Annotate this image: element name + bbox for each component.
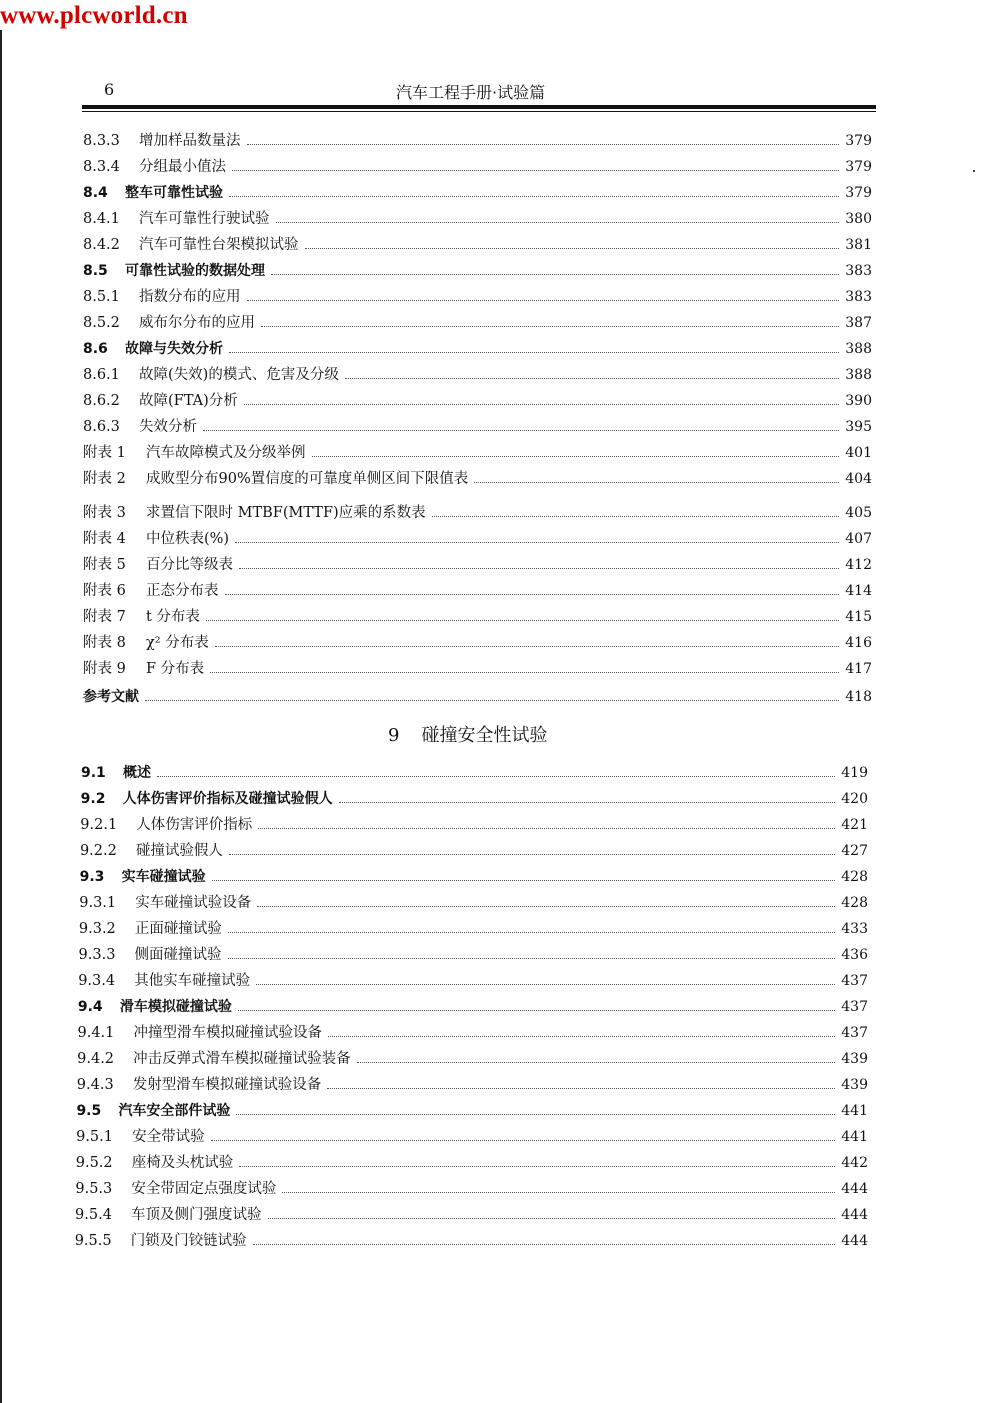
- toc-entry-page: 442: [841, 1155, 868, 1171]
- toc-entry-title: 座椅及头枕试验: [131, 1155, 234, 1171]
- toc-entry-page: 388: [845, 341, 872, 357]
- toc-entry-number: 附表 2: [83, 471, 126, 487]
- toc-entry-number: 8.5.2: [83, 315, 120, 331]
- toc-entry[interactable]: [83, 130, 872, 150]
- toc-entry-number: 附表 5: [83, 557, 126, 573]
- toc-dot-leader: [339, 802, 836, 803]
- toc-entry-title: 失效分析: [139, 419, 197, 435]
- toc-entry-title: 正态分布表: [146, 583, 219, 599]
- toc-dot-leader: [474, 482, 839, 483]
- toc-entry-page: 381: [845, 237, 872, 253]
- toc-dot-leader: [239, 568, 839, 569]
- toc-entry-number: 8.5: [83, 263, 108, 279]
- toc-entry[interactable]: [83, 364, 872, 384]
- toc-entry-number: 8.3.4: [83, 159, 120, 175]
- toc-entry-title: 威布尔分布的应用: [139, 315, 255, 331]
- toc-entry-number: 附表 9: [83, 661, 126, 677]
- toc-entry[interactable]: [79, 918, 868, 938]
- toc-entry-page: 417: [845, 661, 872, 677]
- toc-dot-leader: [328, 1036, 835, 1037]
- toc-entry-page: 405: [845, 505, 872, 521]
- toc-entry-title: 其他实车碰撞试验: [134, 973, 251, 989]
- toc-entry-number: 8.4: [83, 185, 108, 201]
- toc-entry[interactable]: [75, 1230, 868, 1250]
- toc-entry-title: 安全带固定点强度试验: [131, 1181, 277, 1197]
- toc-entry-page: 421: [841, 817, 868, 833]
- toc-entry-page: 379: [845, 133, 872, 149]
- toc-dot-leader: [228, 932, 835, 933]
- toc-entry[interactable]: [81, 788, 868, 808]
- toc-entry[interactable]: [83, 658, 872, 678]
- toc-entry[interactable]: [83, 312, 872, 332]
- toc-dot-leader: [225, 594, 840, 595]
- toc-dot-leader: [211, 1140, 836, 1141]
- toc-entry-number: 8.6.1: [83, 367, 120, 383]
- toc-dot-leader: [236, 1114, 835, 1115]
- toc-entry-number: 9.5.3: [75, 1181, 113, 1197]
- toc-entry-number: 附表 6: [83, 583, 126, 599]
- toc-entry[interactable]: [83, 208, 872, 228]
- toc-dot-leader: [228, 958, 836, 959]
- toc-entry-page: 395: [845, 419, 872, 435]
- toc-entry-number: 8.6.3: [83, 419, 120, 435]
- toc-dot-leader: [238, 1010, 835, 1011]
- toc-entry-title: 中位秩表(%): [146, 531, 230, 547]
- toc-entry-number: 9.2.2: [79, 843, 117, 859]
- toc-entry[interactable]: [83, 234, 872, 254]
- toc-entry-number: 9.2.1: [80, 817, 118, 833]
- toc-entry-title: 汽车安全部件试验: [118, 1103, 231, 1119]
- toc-dot-leader: [312, 456, 840, 457]
- toc-entry-number: 9.5: [76, 1103, 102, 1119]
- toc-entry-page: 427: [841, 843, 868, 859]
- toc-entry-page: 388: [845, 367, 872, 383]
- toc-dot-leader: [256, 984, 835, 985]
- toc-entry[interactable]: [78, 996, 868, 1016]
- toc-entry-page: 428: [841, 869, 868, 885]
- toc-dot-leader: [232, 170, 839, 171]
- toc-entry-number: 9.5.2: [75, 1155, 113, 1171]
- toc-dot-leader: [258, 828, 835, 829]
- toc-entry-title: 冲撞型滑车模拟碰撞试验设备: [133, 1025, 322, 1041]
- toc-entry-page: 414: [845, 583, 872, 599]
- toc-entry-page: 437: [841, 973, 868, 989]
- toc-entry[interactable]: [83, 260, 872, 280]
- toc-entry-title: 汽车可靠性行驶试验: [139, 211, 270, 227]
- toc-entry-number: 8.6: [83, 341, 108, 357]
- toc-entry[interactable]: [79, 944, 868, 964]
- toc-entry[interactable]: [76, 1100, 868, 1120]
- toc-entry[interactable]: [83, 580, 872, 600]
- toc-entry[interactable]: [75, 1178, 868, 1198]
- toc-entry-page: 412: [845, 557, 872, 573]
- toc-entry-number: 9.5.1: [76, 1129, 113, 1145]
- toc-entry-title: 冲击反弹式滑车模拟碰撞试验装备: [133, 1051, 351, 1067]
- toc-entry-title: 人体伤害评价指标及碰撞试验假人: [122, 791, 333, 807]
- toc-entry-page: 444: [841, 1207, 868, 1223]
- toc-dot-leader: [247, 144, 840, 145]
- toc-entry[interactable]: [76, 1152, 868, 1172]
- toc-entry-page: 441: [841, 1129, 868, 1145]
- header-page-number: 6: [104, 80, 115, 99]
- toc-entry-title: 人体伤害评价指标: [136, 817, 253, 833]
- toc-dot-leader: [247, 300, 840, 301]
- toc-entry[interactable]: [83, 606, 872, 626]
- toc-entry-number: 附表 1: [83, 445, 126, 461]
- toc-entry-number: 9.4.2: [77, 1051, 115, 1067]
- toc-entry-number: 附表 3: [83, 505, 126, 521]
- toc-entry-page: 379: [845, 159, 872, 175]
- toc-dot-leader: [282, 1192, 835, 1193]
- chapter-number: 9: [388, 725, 400, 746]
- toc-entry-title: 增加样品数量法: [139, 133, 241, 149]
- toc-entry[interactable]: [78, 970, 868, 990]
- toc-entry-title: 正面碰撞试验: [134, 921, 222, 937]
- toc-entry-page: 418: [845, 689, 872, 705]
- toc-entry-number: 9.3.3: [78, 947, 116, 963]
- toc-entry-number: 9.5.5: [74, 1233, 112, 1249]
- toc-entry-page: 437: [841, 1025, 868, 1041]
- toc-dot-leader: [210, 672, 839, 673]
- toc-entry-number: 8.5.1: [83, 289, 120, 305]
- toc-entry-page: 383: [845, 263, 872, 279]
- toc-entry-page: 407: [845, 531, 872, 547]
- toc-entry[interactable]: [83, 632, 872, 652]
- toc-entry-number: 9.1: [81, 765, 106, 781]
- toc-entry-title: 碰撞试验假人: [135, 843, 223, 859]
- toc-entry[interactable]: [83, 442, 872, 462]
- toc-dot-leader: [244, 404, 840, 405]
- toc-entry[interactable]: [83, 528, 872, 548]
- toc-entry[interactable]: [83, 156, 872, 176]
- toc-entry-number: 9.3.1: [79, 895, 117, 911]
- toc-entry-title: 故障与失效分析: [125, 341, 223, 357]
- toc-entry-title: 实车碰撞试验: [121, 869, 206, 885]
- header-book-title: 汽车工程手册·试验篇: [396, 83, 546, 102]
- toc-entry-number: 9.4: [77, 999, 103, 1015]
- toc-dot-leader: [203, 430, 839, 431]
- toc-dot-leader: [229, 352, 839, 353]
- toc-entry-number: 附表 7: [83, 609, 126, 625]
- toc-entry-page: 428: [841, 895, 868, 911]
- toc-entry-page: 444: [841, 1233, 868, 1249]
- toc-entry-title: 整车可靠性试验: [125, 185, 223, 201]
- toc-dot-leader: [271, 274, 839, 275]
- toc-dot-leader: [261, 326, 839, 327]
- toc-entry-title: 门锁及门铰链试验: [130, 1233, 247, 1249]
- toc-entry-title: χ² 分布表: [146, 635, 209, 651]
- toc-entry[interactable]: [83, 390, 872, 410]
- toc-entry-number: 9.3: [79, 869, 105, 885]
- toc-entry-title: 百分比等级表: [146, 557, 233, 573]
- toc-entry-page: 419: [841, 765, 868, 781]
- toc-entry-page: 439: [841, 1077, 868, 1093]
- toc-entry-number: 8.4.1: [83, 211, 120, 227]
- toc-entry-title: 滑车模拟碰撞试验: [119, 999, 232, 1015]
- toc-dot-leader: [157, 776, 835, 777]
- toc-entry-title: 概述: [123, 765, 151, 781]
- toc-entry-page: 415: [845, 609, 872, 625]
- toc-entry-title: 故障(失效)的模式、危害及分级: [139, 367, 339, 383]
- toc-entry-title: 车顶及侧门强度试验: [131, 1207, 262, 1223]
- toc-entry[interactable]: [80, 814, 868, 834]
- toc-dot-leader: [327, 1088, 835, 1089]
- toc-entry[interactable]: [75, 1204, 868, 1224]
- toc-entry-page: 436: [841, 947, 868, 963]
- toc-entry[interactable]: [78, 1022, 869, 1042]
- toc-entry-number: 9.3.2: [78, 921, 116, 937]
- toc-entry[interactable]: [83, 554, 872, 574]
- toc-entry-title: 汽车可靠性台架模拟试验: [139, 237, 299, 253]
- toc-entry-title: 可靠性试验的数据处理: [125, 263, 265, 279]
- toc-entry-page: 404: [845, 471, 872, 487]
- toc-entry-title: 发射型滑车模拟碰撞试验设备: [132, 1077, 322, 1093]
- toc-dot-leader: [235, 542, 839, 543]
- toc-dot-leader: [206, 620, 839, 621]
- toc-entry-number: 附表 4: [83, 531, 126, 547]
- toc-entry[interactable]: [83, 182, 872, 202]
- toc-entry-page: 444: [841, 1181, 868, 1197]
- toc-entry-number: 9.4.3: [76, 1077, 114, 1093]
- toc-entry-title: 安全带试验: [132, 1129, 205, 1145]
- toc-entry[interactable]: [83, 286, 872, 306]
- toc-entry-number: 9.3.4: [78, 973, 116, 989]
- toc-dot-leader: [432, 516, 840, 517]
- toc-dot-leader: [257, 906, 835, 907]
- toc-entry-title: 指数分布的应用: [139, 289, 241, 305]
- chapter-title: 碰撞安全性试验: [421, 725, 548, 746]
- toc-entry-title: F 分布表: [146, 661, 205, 677]
- toc-entry[interactable]: [81, 762, 868, 782]
- toc-entry[interactable]: [77, 1074, 868, 1094]
- toc-entry-title: 分组最小值法: [139, 159, 226, 175]
- toc-entry-page: 420: [841, 791, 868, 807]
- toc-entry-number: 8.4.2: [83, 237, 120, 253]
- toc-dot-leader: [229, 854, 835, 855]
- toc-dot-leader: [145, 700, 839, 701]
- toc-dot-leader: [268, 1218, 836, 1219]
- toc-entry[interactable]: [83, 416, 872, 436]
- toc-entry-title: 故障(FTA)分析: [139, 393, 238, 409]
- toc-entry[interactable]: [83, 338, 872, 358]
- toc-entry-number: 附表 8: [83, 635, 126, 651]
- toc-dot-leader: [253, 1244, 836, 1245]
- toc-entry-page: 433: [841, 921, 868, 937]
- toc-entry-page: 380: [845, 211, 872, 227]
- toc-entry-title: 实车碰撞试验设备: [135, 895, 252, 911]
- toc-entry-title: 侧面碰撞试验: [134, 947, 222, 963]
- toc-entry[interactable]: [83, 686, 872, 706]
- chapter-heading: [388, 721, 547, 747]
- toc-entry-page: 439: [841, 1051, 868, 1067]
- toc-dot-leader: [357, 1062, 836, 1063]
- toc-entry-page: 379: [845, 185, 872, 201]
- toc-entry-title: 汽车故障模式及分级举例: [146, 445, 306, 461]
- toc-entry-number: 9.4.1: [77, 1025, 115, 1041]
- toc-entry[interactable]: [83, 502, 872, 522]
- toc-dot-leader: [239, 1166, 835, 1167]
- toc-entry-page: 390: [845, 393, 872, 409]
- toc-entry-page: 387: [845, 315, 872, 331]
- toc-entry[interactable]: [76, 1126, 868, 1146]
- toc-entry-title: 求置信下限时 MTBF(MTTF)应乘的系数表: [146, 505, 426, 521]
- toc-entry-title: t 分布表: [146, 609, 200, 625]
- toc-entry-page: 401: [845, 445, 872, 461]
- toc-dot-leader: [212, 880, 836, 881]
- toc-entry[interactable]: [80, 840, 868, 860]
- toc-entry-page: 416: [845, 635, 872, 651]
- toc-entry-number: 9.5.4: [75, 1207, 112, 1223]
- toc-entry-number: 9.2: [80, 791, 106, 807]
- toc-entry-page: 437: [841, 999, 868, 1015]
- toc-entry[interactable]: [77, 1048, 868, 1068]
- toc-entry-page: 441: [841, 1103, 868, 1119]
- toc-dot-leader: [229, 196, 839, 197]
- toc-entry-number: 8.3.3: [83, 133, 120, 149]
- toc-entry-title: 成败型分布90%置信度的可靠度单侧区间下限值表: [146, 471, 469, 487]
- toc-entry-title: 参考文献: [83, 689, 139, 705]
- toc-entry[interactable]: [79, 892, 868, 912]
- watermark-url: www.plcworld.cn: [0, 2, 188, 29]
- toc-entry[interactable]: [80, 866, 868, 886]
- toc-entry-number: 8.6.2: [83, 393, 120, 409]
- toc-entry-page: 383: [845, 289, 872, 305]
- toc-dot-leader: [305, 248, 840, 249]
- toc-dot-leader: [215, 646, 840, 647]
- toc-dot-leader: [276, 222, 840, 223]
- toc-entry[interactable]: [83, 468, 872, 488]
- toc-dot-leader: [345, 378, 839, 379]
